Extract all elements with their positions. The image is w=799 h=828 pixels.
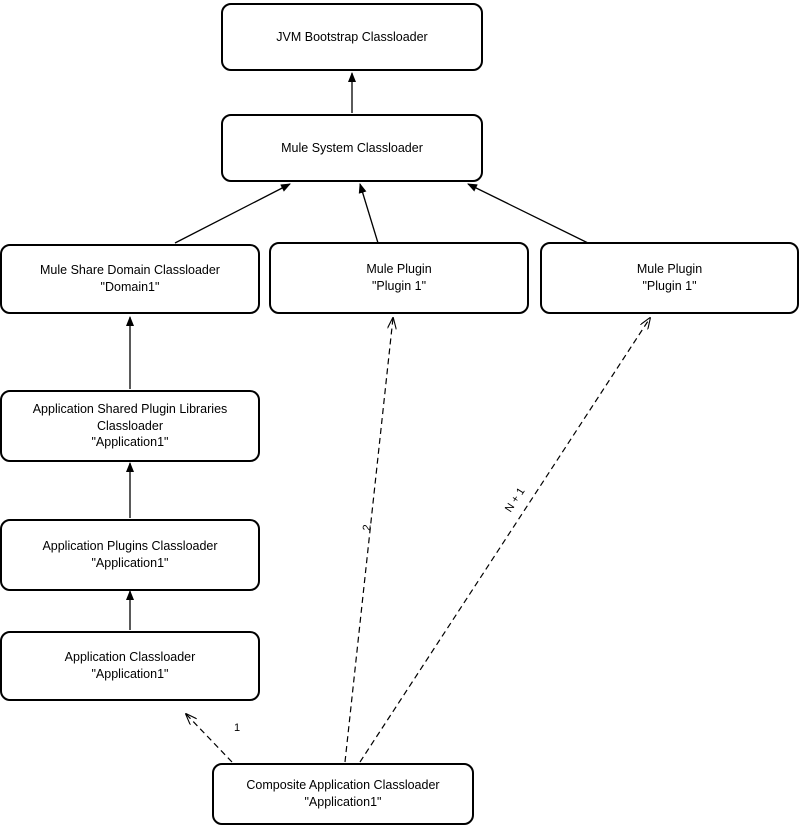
- node-application-plugins-classloader-line1: Application Plugins Classloader: [42, 539, 218, 554]
- node-composite-application-classloader[interactable]: [212, 763, 474, 825]
- edge-plugin2-to-system: [468, 184, 588, 243]
- edge-label-2: 2: [361, 523, 374, 532]
- node-composite-application-classloader-line2: "Application1": [304, 795, 382, 809]
- edge-domain-to-system: [175, 184, 290, 243]
- node-mule-system-classloader[interactable]: [221, 114, 483, 182]
- node-application-classloader-line1: Application Classloader: [64, 650, 196, 665]
- node-mule-plugin-1-line2: "Plugin 1": [371, 279, 427, 293]
- node-mule-share-domain-classloader-line2: "Domain1": [100, 280, 160, 294]
- edge-plugin1-to-system: [360, 184, 378, 243]
- node-mule-plugin-2-line2: "Plugin 1": [642, 279, 697, 293]
- node-jvm-bootstrap-classloader-line1: JVM Bootstrap Classloader: [276, 29, 428, 44]
- node-mule-share-domain-classloader-line1: Mule Share Domain Classloader: [40, 263, 220, 278]
- node-mule-system-classloader-line1: Mule System Classloader: [281, 140, 423, 155]
- node-application-shared-plugin-libraries-classloader[interactable]: [0, 390, 260, 462]
- edge-label-n-plus-1: N + 1: [503, 485, 528, 515]
- node-application-classloader-line2: "Application1": [91, 667, 169, 681]
- node-mule-plugin-2[interactable]: [540, 242, 799, 314]
- node-application-classloader[interactable]: [0, 631, 260, 701]
- node-mule-plugin-2-line1: Mule Plugin: [636, 262, 703, 277]
- node-composite-application-classloader-line1: Composite Application Classloader: [246, 778, 440, 793]
- node-application-shared-plugin-libraries-classloader-line1: Application Shared Plugin Libraries Classloader: [32, 401, 228, 433]
- node-mule-plugin-1[interactable]: [269, 242, 529, 314]
- edge-composite-to-app: [186, 714, 232, 762]
- node-mule-share-domain-classloader[interactable]: [0, 244, 260, 314]
- edge-label-1: 1: [234, 722, 241, 734]
- node-application-plugins-classloader-line2: "Application1": [91, 556, 169, 570]
- node-application-plugins-classloader[interactable]: [0, 519, 260, 591]
- node-application-shared-plugin-libraries-classloader-line2: "Application1": [91, 435, 169, 450]
- edge-composite-to-plugin2: [360, 318, 650, 762]
- node-mule-plugin-1-line1: Mule Plugin: [366, 262, 432, 277]
- edge-composite-to-plugin1: [345, 318, 393, 762]
- node-jvm-bootstrap-classloader[interactable]: [221, 3, 483, 71]
